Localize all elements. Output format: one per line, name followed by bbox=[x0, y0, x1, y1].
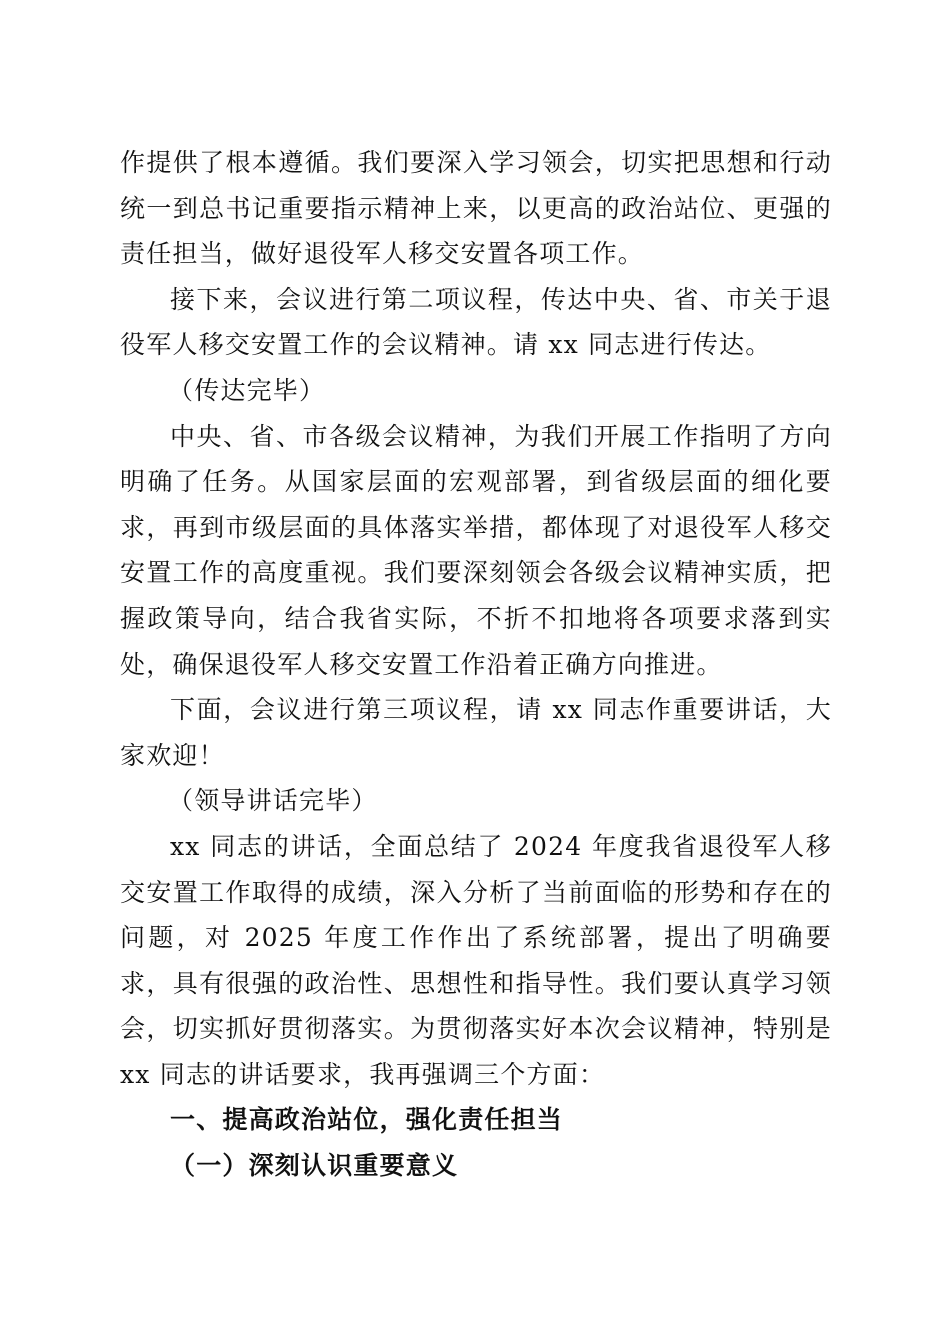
subsection-heading-1: （一）深刻认识重要意义 bbox=[170, 1151, 459, 1181]
note-speech-complete: （领导讲话完毕） bbox=[168, 786, 378, 816]
document-body bbox=[120, 140, 832, 1189]
paragraph-second-agenda: 接下来，会议进行第二项议程，传达中央、省、市关于退役军人移交安置工作的会议精神。请 xx 同志进行传达。 bbox=[120, 284, 832, 360]
paragraph-meeting-spirit: 中央、省、市各级会议精神，为我们开展工作指明了方向明确了任务。从国家层面的宏观部署，到省级层面的细化要求，再到市级层面的具体落实举措，都体现了对退役军人移交安置工作的高度重视。我们要深刻领会各级会议精神实质，把握政策导向，结合我省实际，不折不扣地将各项要求落到实处，确保退役军人移交安置工作沿着正确方向推进。 bbox=[120, 421, 832, 679]
paragraph-speech-summary: xx 同志的讲话，全面总结了 2024 年度我省退役军人移交安置工作取得的成绩，深入分析了当前面临的形势和存在的问题，对 2025 年度工作作出了系统部署，提出了明确要求，具有很强的政治性、思想性和指导性。我们要认真学习领会，切实抓好贯彻落实。为贯彻落实好本次会议精神，特别是 xx 同志的讲话要求，我再强调三个方面： bbox=[120, 831, 832, 1089]
paragraph-continuation: 作提供了根本遵循。我们要深入学习领会，切实把思想和行动统一到总书记重要指示精神上来，以更高的政治站位、更强的责任担当，做好退役军人移交安置各项工作。 bbox=[120, 148, 832, 269]
paragraph-third-agenda: 下面，会议进行第三项议程，请 xx 同志作重要讲话，大家欢迎！ bbox=[120, 695, 832, 770]
note-relay-complete: （传达完毕） bbox=[168, 375, 326, 405]
section-heading-1: 一、提高政治站位，强化责任担当 bbox=[170, 1105, 564, 1135]
